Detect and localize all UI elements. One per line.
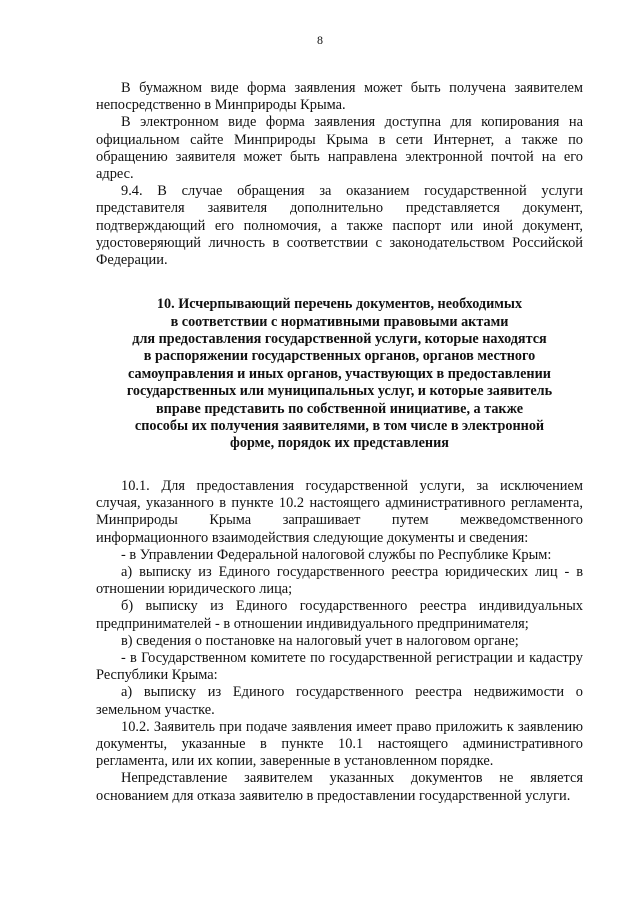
heading-line: в соответствии с нормативными правовыми актами <box>170 313 509 330</box>
heading-line: форме, порядок их представления <box>230 435 449 452</box>
page-number: 8 <box>317 33 323 47</box>
paragraph: Непредставление заявителем указанных документов не является основанием для отказа заявителю в предоставлении государственной услуги. <box>96 770 583 804</box>
heading-line: в распоряжении государственных органов, органов местного <box>143 348 536 365</box>
paragraph: а) выписку из Единого государственного реестра недвижимости о земельном участке. <box>96 684 583 718</box>
paragraph: 9.4. В случае обращения за оказанием государственной услуги представителя заявителя дополнительно представляется документ, подтверждающий его полномочия, а также паспорт или иной документ, удостоверяющий личность в соответствии с законодательством Российской Федерации. <box>96 183 583 269</box>
heading-line: вправе представить по собственной инициативе, а также <box>156 400 523 417</box>
paragraph: - в Государственном комитете по государственной регистрации и кадастру Республики Крыма: <box>96 649 583 684</box>
document-body <box>96 80 583 805</box>
paragraph: - в Управлении Федеральной налоговой службы по Республике Крым: <box>121 546 552 563</box>
section-heading <box>96 296 583 453</box>
heading-line: способы их получения заявителями, в том числе в электронной <box>134 418 545 435</box>
heading-line: государственных или муниципальных услуг, и которые заявитель <box>126 383 553 400</box>
heading-line: 10. Исчерпывающий перечень документов, необходимых <box>156 296 523 313</box>
paragraph: в) сведения о постановке на налоговый учет в налоговом органе; <box>121 632 519 649</box>
paragraph: б) выписку из Единого государственного реестра индивидуальных предпринимателей - в отношении индивидуального предпринимателя; <box>96 598 583 632</box>
heading-line: для предоставления государственной услуги, которые находятся <box>132 331 547 348</box>
paragraph: 10.2. Заявитель при подаче заявления имеет право приложить к заявлению документы, указанные в пункте 10.1 настоящего административного регламента, или их копии, заверенные в установленном порядке. <box>96 718 583 770</box>
paragraph: а) выписку из Единого государственного реестра юридических лиц - в отношении юридического лица; <box>96 563 583 598</box>
heading-line: самоуправления и иных органов, участвующих в предоставлении <box>128 365 551 382</box>
paragraph: В бумажном виде форма заявления может быть получена заявителем непосредственно в Минприроды Крыма. <box>96 80 583 114</box>
paragraph: 10.1. Для предоставления государственной услуги, за исключением случая, указанного в пункте 10.2 настоящего административного регламента, Минприроды Крыма запрашивает путем межведомственного информационного взаимодействия следующие документы и сведения: <box>96 477 583 546</box>
paragraph: В электронном виде форма заявления доступна для копирования на официальном сайте Минприроды Крыма в сети Интернет, а также по обращению заявителя может быть направлена электронной почтой на его адрес. <box>96 114 583 183</box>
